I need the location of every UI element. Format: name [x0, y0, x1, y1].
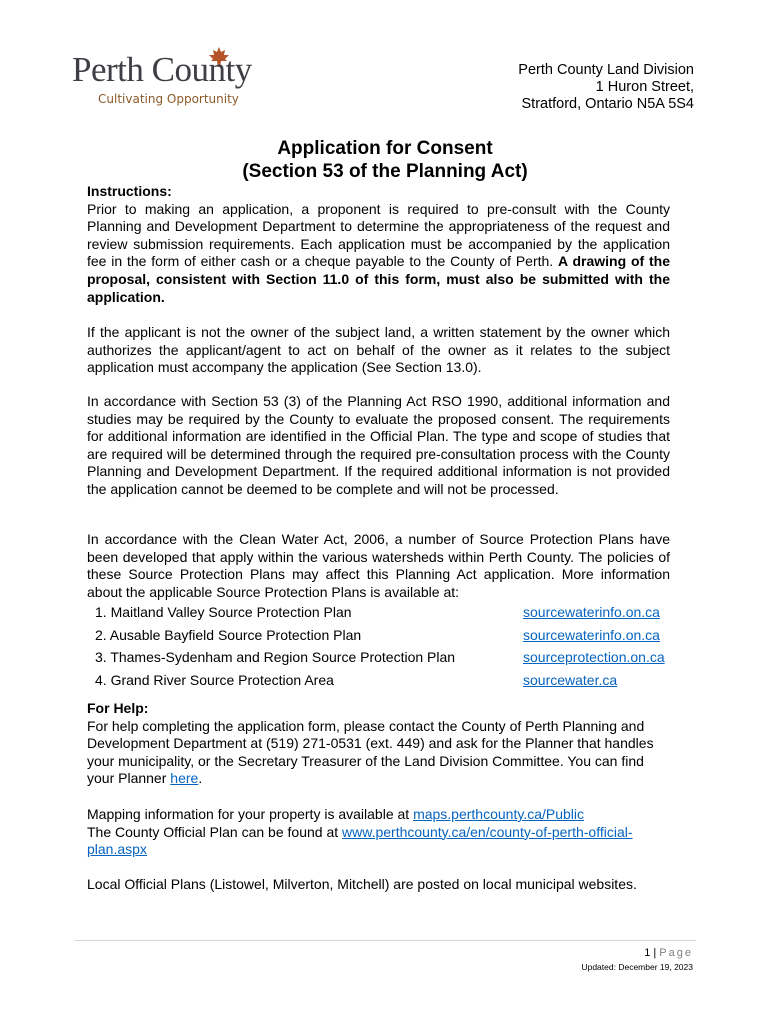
list-item [95, 603, 685, 621]
page-word: Page [659, 947, 693, 959]
mapping-link[interactable]: maps.perthcounty.ca/Public [413, 806, 585, 822]
additional-info-text: In accordance with Section 53 (3) of the Planning Act RSO 1990, additional information and studies may be required by the County to evaluate the proposed consent. The requirements for additional information are identified in the Official Plan. The type and scope of studies that are required will be determined through the required pre-consultation process with the County Planning and Development Department. If the required additional information is not provided the application cannot be deemed to be complete and will not be processed. [87, 393, 670, 497]
help-text: For help completing the application form, please contact the County of Perth Planning and Development Department at (519) 271-0531 (ext. 449) and ask for the Planner that handles your municipality, or the Secretary Treasurer of the Land Division Committee. You can find your Planner [87, 717, 654, 787]
address-line: Perth County Land Division [518, 62, 694, 78]
mapping-text: Mapping information for your property is available at [87, 806, 410, 822]
official-plan-link-continued[interactable]: plan.aspx [87, 841, 147, 858]
official-plan-line-2 [87, 841, 697, 859]
perth-county-logo [72, 48, 282, 110]
source-plan-label: 1. Maitland Valley Source Protection Plan [95, 604, 352, 620]
source-plan-link[interactable]: sourcewater.ca [523, 672, 618, 688]
source-plan-link[interactable]: sourcewaterinfo.on.ca [523, 604, 660, 620]
instructions-heading: Instructions: [87, 183, 172, 199]
document-title: Application for Consent [277, 138, 493, 159]
help-section [87, 700, 670, 788]
mapping-line [87, 806, 697, 824]
list-item [95, 626, 685, 644]
instructions-paragraph [87, 201, 670, 307]
owner-authorization-paragraph [87, 324, 670, 377]
drawing-requirement: A drawing of the proposal, consistent with Section 11.0 of this form, must also be submitted with the application. [87, 253, 670, 305]
document-subtitle: (Section 53 of the Planning Act) [242, 161, 528, 182]
local-plans-paragraph [87, 876, 697, 894]
office-address [518, 62, 694, 113]
clean-water-paragraph [87, 531, 670, 601]
local-plans-text: Local Official Plans (Listowel, Milverton, Mitchell) are posted on local municipal websites. [87, 876, 637, 892]
page-number [644, 947, 693, 959]
list-item [95, 671, 685, 689]
source-plan-label: 2. Ausable Bayfield Source Protection Plan [95, 627, 362, 643]
source-plan-label: 4. Grand River Source Protection Area [95, 672, 334, 688]
address-line: Stratford, Ontario N5A 5S4 [521, 96, 694, 112]
official-plan-line [87, 824, 697, 842]
logo-tagline: Cultivating Opportunity [98, 92, 239, 106]
instructions-section [87, 183, 670, 306]
page-separator: | [653, 947, 657, 959]
help-heading: For Help: [87, 700, 149, 716]
mapping-section [87, 806, 697, 859]
updated-date: Updated: December 19, 2023 [581, 962, 693, 972]
source-plan-link[interactable]: sourcewaterinfo.on.ca [523, 627, 660, 643]
instructions-text: Prior to making an application, a proponent is required to pre-consult with the County Planning and Development Department to determine the appropriateness of the request and review submission requirements. Each application must be accompanied by the application fee in the form of either cash or a cheque payable to the County of Perth. [87, 200, 670, 270]
list-item [95, 648, 685, 666]
official-plan-link[interactable]: www.perthcounty.ca/en/county-of-perth-official- [342, 823, 633, 840]
footer-divider [74, 940, 696, 941]
source-plan-link[interactable]: sourceprotection.on.ca [523, 649, 665, 665]
address-line: 1 Huron Street, [595, 79, 694, 95]
clean-water-text: In accordance with the Clean Water Act, 2006, a number of Source Protection Plans have been developed that apply within the various watersheds within Perth County. The policies of these Source Protection Plans may affect this Planning Act application. More information about the applicable Source Protection Plans is available at: [87, 531, 670, 600]
help-paragraph [87, 718, 670, 788]
owner-authorization-text: If the applicant is not the owner of the subject land, a written statement by the owner which authorizes the applicant/agent to act on behalf of the owner as it relates to the subject application must accompany the application (See Section 13.0). [87, 324, 670, 376]
additional-info-paragraph [87, 393, 670, 499]
page-number-value: 1 [644, 947, 651, 959]
planner-link[interactable]: here [170, 770, 199, 787]
source-plan-label: 3. Thames-Sydenham and Region Source Protection Plan [95, 649, 456, 665]
logo-text: Perth County [72, 50, 252, 89]
official-plan-text: The County Official Plan can be found at [87, 823, 339, 840]
help-punctuation: . [198, 770, 203, 787]
